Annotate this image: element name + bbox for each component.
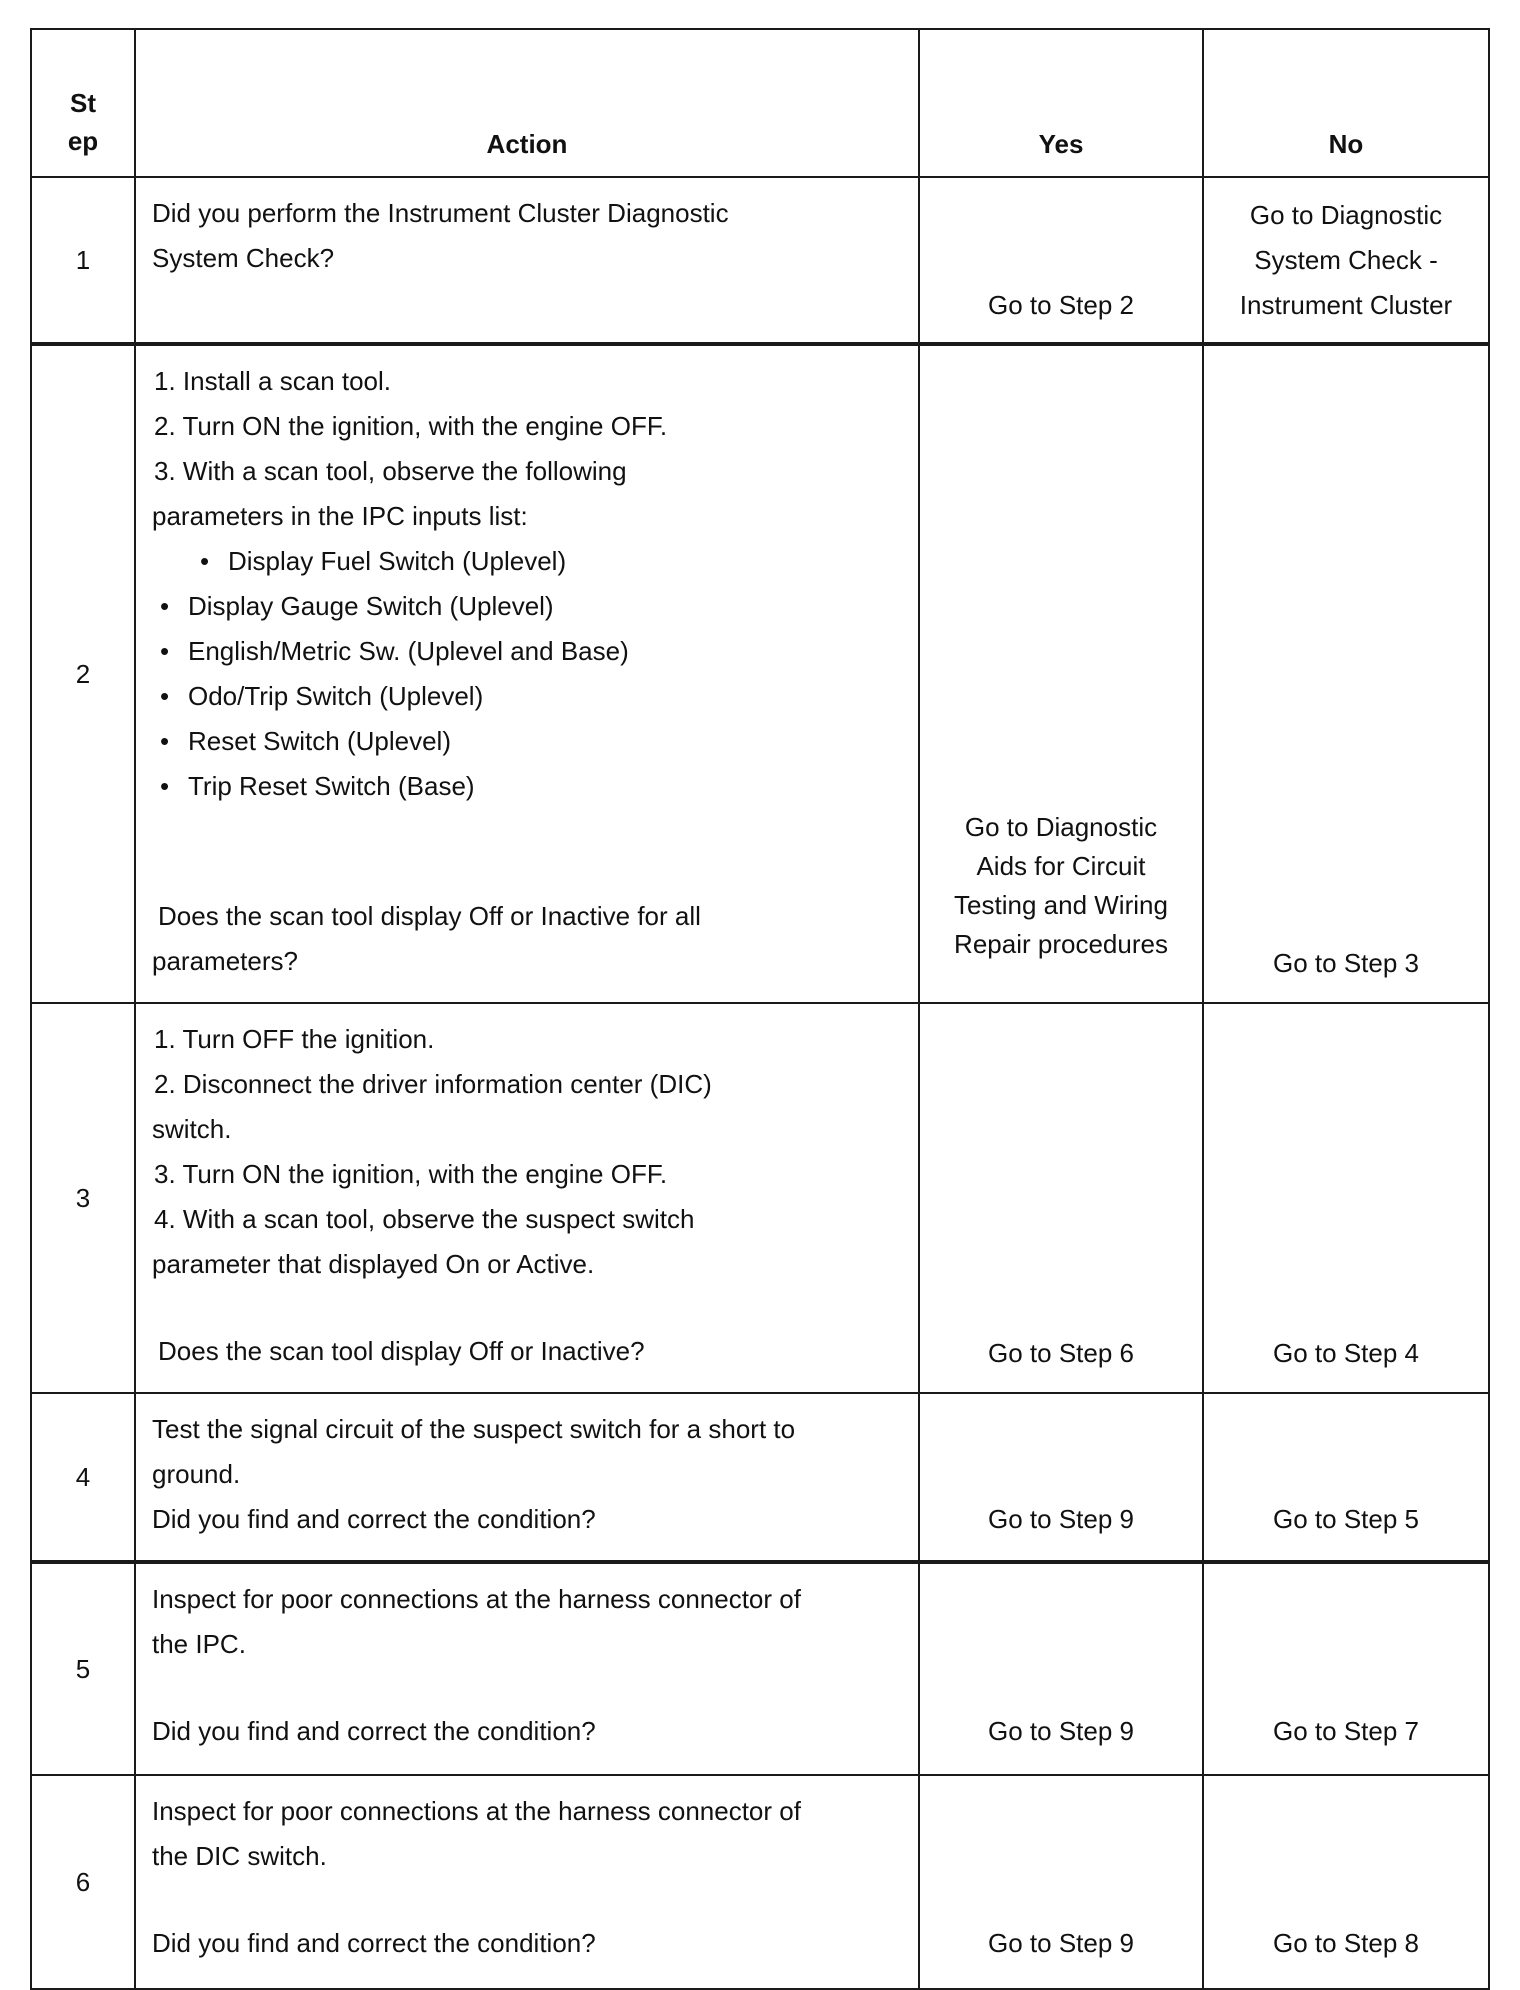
action-line: Does the scan tool display Off or Inactive for all: [158, 901, 701, 931]
action-line: parameters in the IPC inputs list:: [152, 501, 528, 531]
bullet-icon: •: [160, 681, 170, 711]
step-number: 6: [31, 1775, 135, 1989]
action-line: 1. Install a scan tool.: [154, 366, 392, 396]
step-number: 1: [31, 177, 135, 344]
bullet-icon: •: [160, 636, 170, 666]
header-step: [31, 29, 135, 177]
header-action-label: Action: [486, 129, 568, 159]
action-line: Test the signal circuit of the suspect switch for a short to: [152, 1414, 796, 1444]
header-no-label: No: [1328, 129, 1364, 159]
bullet-text: Display Fuel Switch (Uplevel): [228, 546, 567, 576]
yes-cell: [919, 1775, 1203, 1989]
action-cell: [135, 177, 919, 344]
table-row-step-3: [31, 1003, 1489, 1393]
no-cell: [1203, 177, 1489, 344]
yes-outcome: Testing and Wiring: [954, 890, 1168, 920]
table-row-step-4: [31, 1393, 1489, 1562]
action-cell: [135, 1393, 919, 1562]
yes-outcome: Go to Step 2: [988, 290, 1134, 320]
action-line: Does the scan tool display Off or Inactive?: [158, 1336, 645, 1366]
no-outcome: Go to Diagnostic: [1249, 200, 1443, 230]
bullet-icon: •: [160, 771, 170, 801]
no-cell: [1203, 1393, 1489, 1562]
action-line: parameters?: [152, 946, 298, 976]
yes-cell: [919, 177, 1203, 344]
no-cell: [1203, 344, 1489, 1003]
action-cell: [135, 1775, 919, 1989]
action-line: 3. Turn ON the ignition, with the engine OFF.: [154, 1159, 668, 1189]
bullet-item: [160, 771, 475, 801]
action-line: 3. With a scan tool, observe the following: [154, 456, 627, 486]
bullet-text: Odo/Trip Switch (Uplevel): [188, 681, 484, 711]
yes-cell: [919, 1562, 1203, 1775]
action-line: 2. Turn ON the ignition, with the engine OFF.: [154, 411, 668, 441]
action-line: Did you find and correct the condition?: [152, 1928, 596, 1958]
step-number: 5: [31, 1562, 135, 1775]
no-outcome: Go to Step 5: [1273, 1504, 1419, 1534]
bullet-item: [160, 591, 554, 621]
yes-cell: [919, 344, 1203, 1003]
yes-outcome: Go to Step 9: [988, 1716, 1134, 1746]
table-row-step-5: [31, 1562, 1489, 1775]
header-no: [1203, 29, 1489, 177]
action-line: 4. With a scan tool, observe the suspect switch: [154, 1204, 695, 1234]
no-outcome: Go to Step 3: [1273, 948, 1419, 978]
action-line: Did you find and correct the condition?: [152, 1504, 596, 1534]
action-line: Did you perform the Instrument Cluster Diagnostic: [152, 198, 729, 228]
table-row-step-2: [31, 344, 1489, 1003]
yes-outcome: Aids for Circuit: [976, 851, 1146, 881]
bullet-icon: •: [160, 726, 170, 756]
bullet-item: [160, 636, 629, 666]
table-row-step-1: [31, 177, 1489, 344]
action-line: the IPC.: [152, 1629, 246, 1659]
header-step-line2: ep: [67, 126, 99, 156]
action-cell: [135, 344, 919, 1003]
header-action: [135, 29, 919, 177]
no-outcome: Go to Step 4: [1273, 1338, 1419, 1368]
action-line: Did you find and correct the condition?: [152, 1716, 596, 1746]
action-line: Inspect for poor connections at the harness connector of: [152, 1796, 801, 1826]
bullet-text: English/Metric Sw. (Uplevel and Base): [188, 636, 629, 666]
action-line: System Check?: [152, 243, 335, 273]
header-yes: [919, 29, 1203, 177]
action-line: Inspect for poor connections at the harness connector of: [152, 1584, 801, 1614]
action-cell: [135, 1562, 919, 1775]
no-cell: [1203, 1562, 1489, 1775]
action-line: 1. Turn OFF the ignition.: [154, 1024, 435, 1054]
step-number: 3: [31, 1003, 135, 1393]
no-outcome: Instrument Cluster: [1239, 290, 1453, 320]
action-line: parameter that displayed On or Active.: [152, 1249, 595, 1279]
header-step-line1: St: [70, 88, 96, 118]
no-outcome: System Check -: [1254, 245, 1438, 275]
action-cell: [135, 1003, 919, 1393]
action-line: 2. Disconnect the driver information center (DIC): [154, 1069, 712, 1099]
bullet-icon: •: [160, 591, 170, 621]
yes-outcome: Go to Diagnostic: [964, 812, 1158, 842]
step-number: 4: [31, 1393, 135, 1562]
no-cell: [1203, 1775, 1489, 1989]
bullet-text: Display Gauge Switch (Uplevel): [188, 591, 554, 621]
yes-outcome: Repair procedures: [954, 929, 1168, 959]
bullet-item: [160, 726, 451, 756]
step-number: 2: [31, 344, 135, 1003]
yes-outcome: Go to Step 6: [988, 1338, 1134, 1368]
bullet-text: Trip Reset Switch (Base): [188, 771, 475, 801]
yes-cell: [919, 1393, 1203, 1562]
diagnostic-table: [30, 28, 1490, 1990]
no-outcome: Go to Step 8: [1273, 1928, 1419, 1958]
bullet-item: [160, 681, 483, 711]
no-outcome: Go to Step 7: [1273, 1716, 1419, 1746]
action-line: ground.: [152, 1459, 241, 1489]
bullet-item: [200, 546, 566, 576]
yes-cell: [919, 1003, 1203, 1393]
action-line: the DIC switch.: [152, 1841, 327, 1871]
table-row-step-6: [31, 1775, 1489, 1989]
header-yes-label: Yes: [1038, 129, 1084, 159]
bullet-text: Reset Switch (Uplevel): [188, 726, 451, 756]
yes-outcome: Go to Step 9: [988, 1928, 1134, 1958]
action-line: switch.: [152, 1114, 232, 1144]
no-cell: [1203, 1003, 1489, 1393]
yes-outcome: Go to Step 9: [988, 1504, 1134, 1534]
bullet-icon: •: [200, 546, 210, 576]
header-row: [31, 29, 1489, 177]
